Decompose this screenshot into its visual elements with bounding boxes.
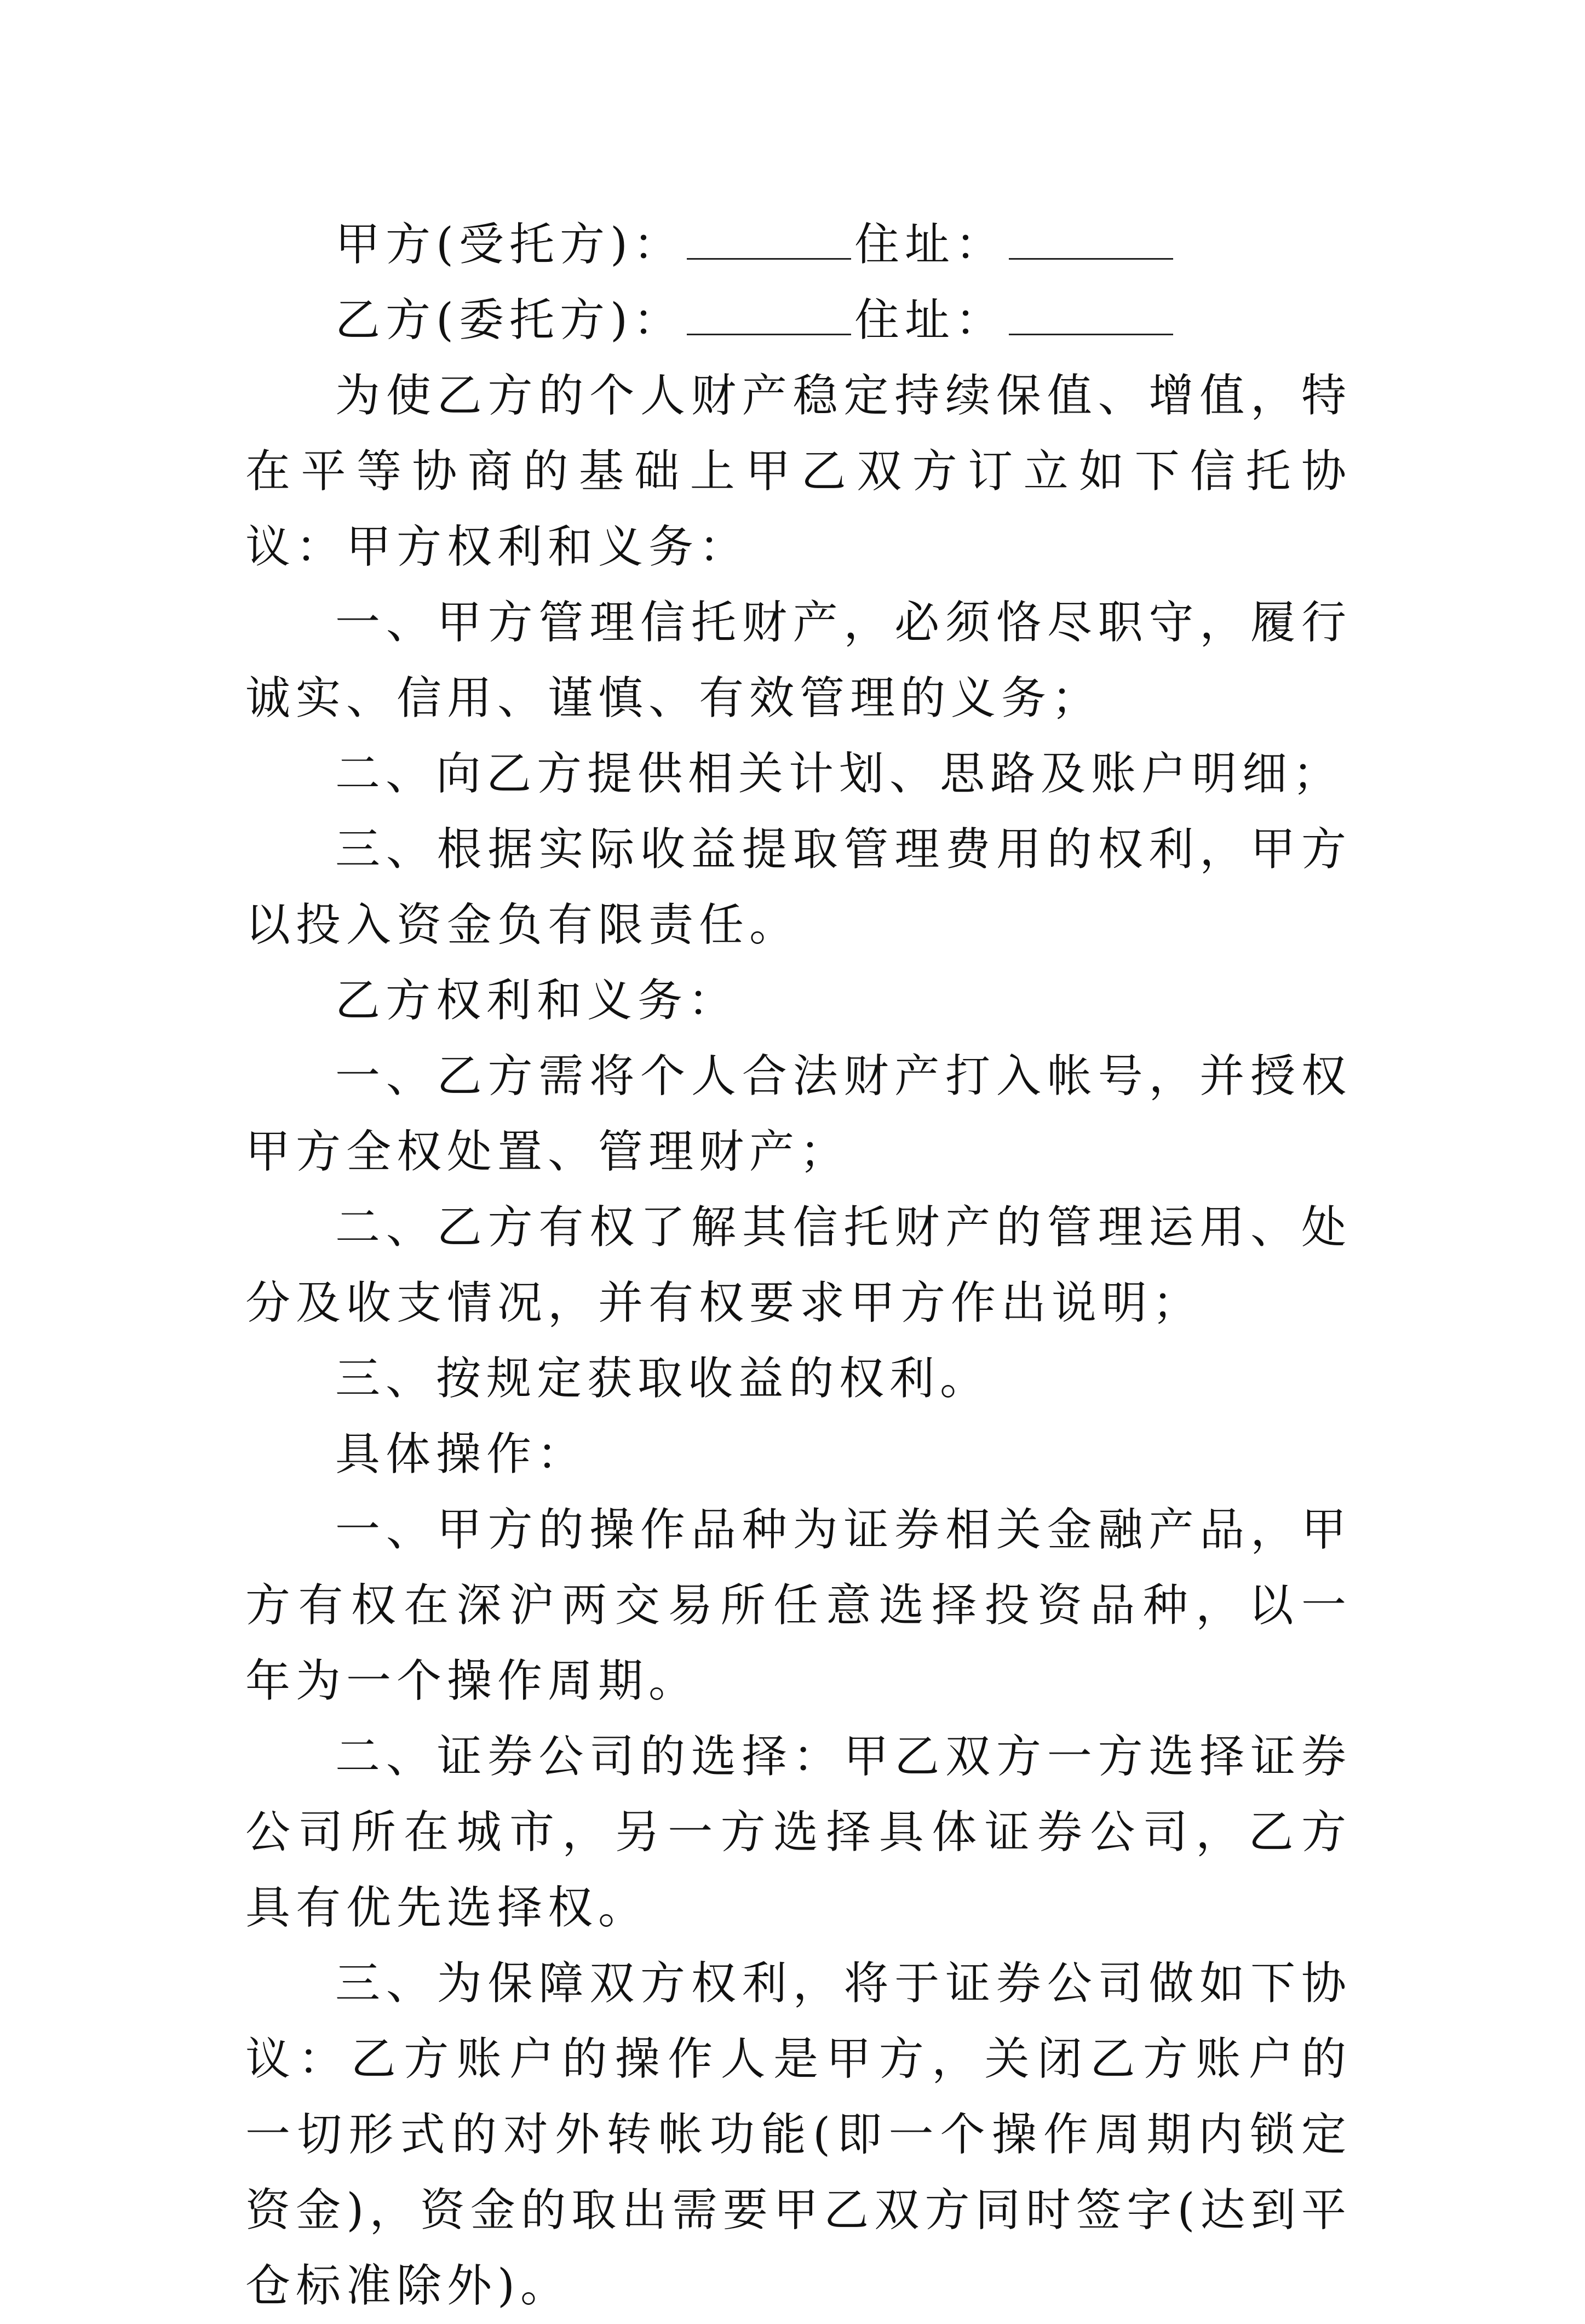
party-a-address-label: 住址： [854, 219, 1006, 271]
party-b-label: 乙方(委托方)： [335, 294, 684, 346]
party-b-line [245, 283, 1352, 358]
party-a-name-blank [687, 257, 851, 260]
party-a-line [245, 207, 1352, 283]
paragraph-operation-3: 三、为保障双方权利，将于证券公司做如下协议：乙方账户的操作人是甲方，关闭乙方账户的一切形式的对外转帐功能(即一个操作周期内锁定资金)，资金的取出需要甲乙双方同时签字(达到平仓标准除外)。 [245, 1957, 1352, 2312]
paragraph-b-duty-3: 三、按规定获取收益的权利。 [335, 1353, 991, 1405]
party-a-address-blank [1009, 257, 1173, 260]
document-body [245, 207, 1352, 2324]
paragraph-operation-2: 二、证券公司的选择：甲乙双方一方选择证券公司所在城市，另一方选择具体证券公司，乙方具有优先选择权。 [245, 1731, 1352, 1934]
party-a-label: 甲方(受托方)： [335, 219, 684, 271]
party-b-address-label: 住址： [854, 294, 1006, 346]
paragraph-b-duty-2: 二、乙方有权了解其信托财产的管理运用、处分及收支情况，并有权要求甲方作出说明； [245, 1201, 1352, 1329]
paragraph-a-duty-2: 二、向乙方提供相关计划、思路及账户明细； [335, 748, 1343, 800]
paragraph-b-heading: 乙方权利和义务： [335, 975, 739, 1027]
paragraph-a-duty-1: 一、甲方管理信托财产，必须恪尽职守，履行诚实、信用、谨慎、有效管理的义务； [245, 597, 1352, 724]
party-b-address-blank [1009, 333, 1173, 335]
paragraph-operation-1: 一、甲方的操作品种为证券相关金融产品，甲方有权在深沪两交易所任意选择投资品种，以一年为一个操作周期。 [245, 1504, 1352, 1707]
paragraph-operation-heading: 具体操作： [335, 1428, 588, 1480]
paragraph-a-duty-3: 三、根据实际收益提取管理费用的权利，甲方以投入资金负有限责任。 [245, 823, 1352, 951]
paragraph-b-duty-1: 一、乙方需将个人合法财产打入帐号，并授权甲方全权处置、管理财产； [245, 1050, 1352, 1178]
paragraph-intro: 为使乙方的个人财产稳定持续保值、增值，特在平等协商的基础上甲乙双方订立如下信托协议：甲方权利和义务： [245, 370, 1352, 573]
party-b-name-blank [687, 333, 851, 335]
